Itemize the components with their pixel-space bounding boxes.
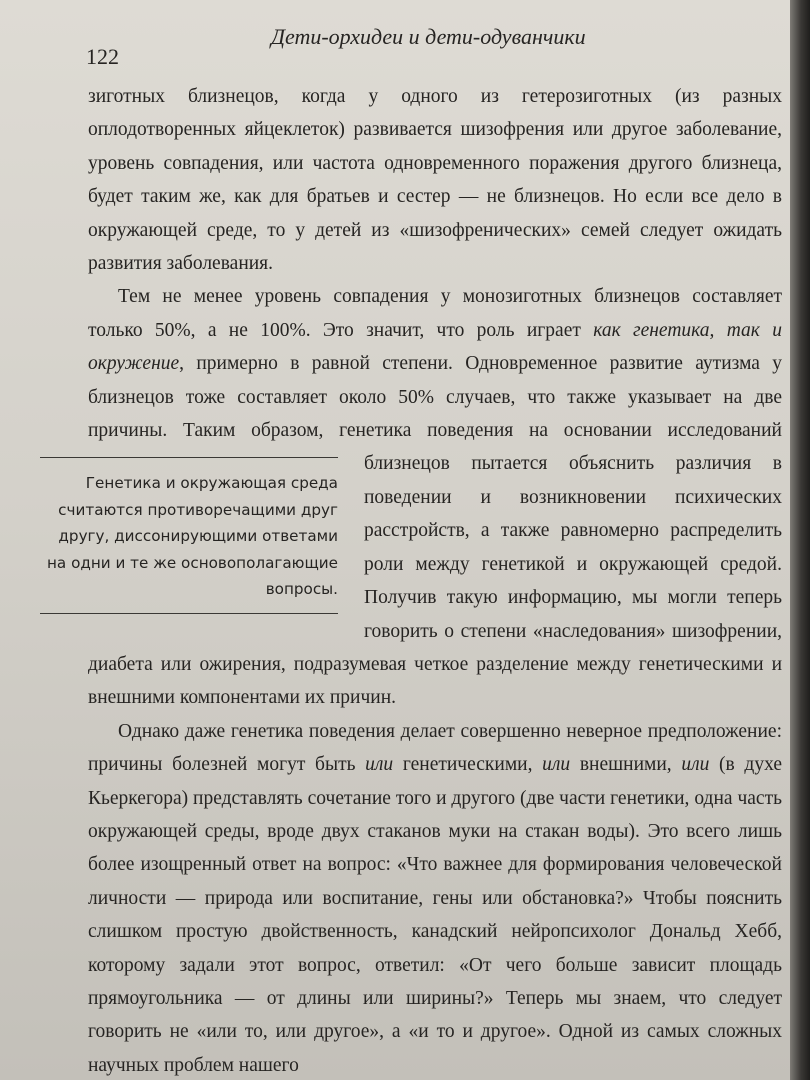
paragraph-2-text-b-part1: , примерно в равной степени. Одновременное развитие аутизма у близнецов тоже составляет около 50% случаев, что также указывает на две причины. Таким образом, генетика поведения на основании исследований близнецов пытается объяснить (88, 353, 782, 475)
paragraph-3-emphasis-1: или (365, 754, 394, 776)
paragraph-2 (47, 280, 782, 714)
paragraph-3-text-d: (в духе Кьеркегора) представлять сочетание того и другого (две части генетики, одна часть окружающей среды, вроде двух стаканов муки на стакан воды). Это всего лишь более изощренный ответ на вопрос: «Что важнее для формирования человеческой личности — природа или воспитание, гены или обстановка?» Чтобы пояснить слишком простую двойственность, канадский нейропсихолог Дональд Хебб, которому задали этот вопрос, ответил: «От чего больше зависит площадь прямоугольника — от длины или ширины?» Теперь мы знаем, что следует говорить не «или то, или другое», а «и то и другое». Одной из самых сложных научных проблем нашего (88, 754, 783, 1076)
paragraph-3 (88, 715, 782, 1080)
paragraph-1-text: зиготных близнецов, когда у одного из гетерозиготных (из разных оплодотворенных яйцеклеток) развивается шизофрения или другое заболевание, уровень совпадения, или частота одновременного поражения другого близнеца, будет таким же, как для братьев и сестер — не близнецов. Но если все дело в окружающей среде, то у детей из «шизофренических» семей следует ожидать развития заболевания. (88, 86, 782, 275)
paragraph-3-emphasis-3: или (681, 754, 710, 776)
running-title: Дети-орхидеи и дети-одуванчики (271, 24, 586, 49)
body-text (47, 80, 783, 1080)
page-number: 122 (86, 44, 119, 69)
pull-quote-sidebar (40, 457, 338, 614)
paragraph-2-text-b-part2: различия в поведении и возникновении психических расстройств, а также равномерно распределить роли между генетикой и окружающей средой. Получив такую информацию, мы могли теперь говорить о степени «наследования» шизофрении, диабета или ожирения, подразумевая четкое разделение между генетическими и внешними компонентами их причин. (88, 453, 782, 709)
page-edge-shadow (790, 0, 810, 1080)
page-header (86, 18, 786, 68)
paragraph-3-text-c: внешними, (570, 754, 682, 776)
paragraph-2-text-a: Тем не менее уровень совпадения у монозиготных близнецов составляет только 50%, а не 100%. Это значит, что роль играет (88, 286, 782, 341)
paragraph-1 (88, 80, 782, 280)
paragraph-2-emphasis: как генетика, так и окружение (88, 319, 782, 375)
pull-quote-text: Генетика и окружающая среда считаются противоречащими друг другу, диссонирующими ответами на одни и те же основополагающие вопросы. (47, 474, 338, 599)
paragraph-3-text-b: генетическими, (393, 754, 543, 776)
pull-quote-bottom-rule (40, 613, 338, 614)
paragraph-3-text-a: Однако даже генетика поведения делает совершенно неверное предположение: причины болезней могут быть (88, 720, 782, 776)
paragraph-3-emphasis-2: или (542, 754, 571, 776)
